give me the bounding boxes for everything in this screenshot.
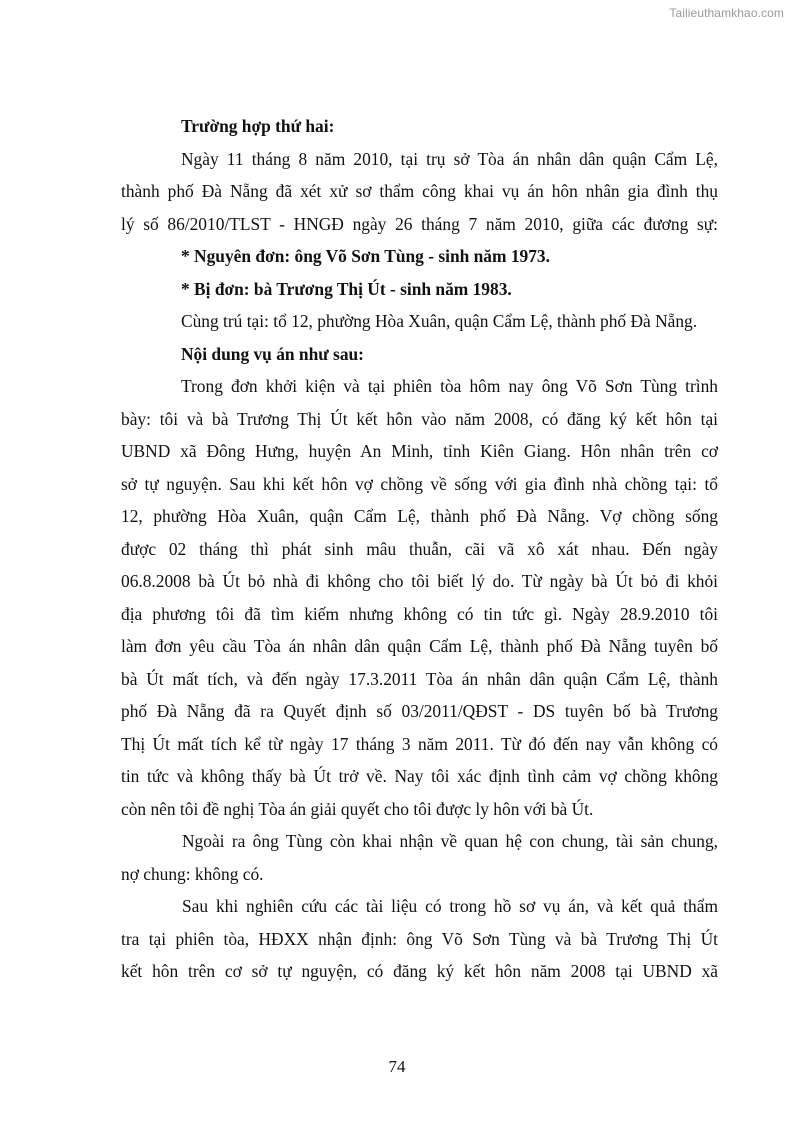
paragraph-line: kết hôn trên cơ sở tự nguyện, có đăng ký kết hôn năm 2008 tại UBND xã — [121, 961, 718, 981]
paragraph-line: bà Út mất tích, và đến ngày 17.3.2011 Tòa án nhân dân quận Cẩm Lệ, thành — [121, 668, 718, 689]
plaintiff-line: * Nguyên đơn: ông Võ Sơn Tùng - sinh năm 1973. — [181, 246, 550, 266]
section-heading-case-two: Trường hợp thứ hai: — [181, 116, 335, 136]
watermark: Tailieuthamkhao.com — [669, 6, 784, 20]
paragraph-line: UBND xã Đông Hưng, huyện An Minh, tỉnh Kiên Giang. Hôn nhân trên cơ — [121, 441, 718, 461]
paragraph-line: Sau khi nghiên cứu các tài liệu có trong hồ sơ vụ án, và kết quả thẩm — [182, 896, 718, 916]
paragraph-line: 06.8.2008 bà Út bỏ nhà đi không cho tôi biết lý do. Từ ngày bà Út bỏ đi khỏi — [121, 571, 718, 591]
paragraph-line: Thị Út mất tích kể từ ngày 17 tháng 3 năm 2011. Từ đó đến nay vẫn không có — [121, 733, 718, 754]
paragraph-line: tin tức và không thấy bà Út trở về. Nay tôi xác định tình cảm vợ chồng không — [121, 766, 718, 786]
residence-line: Cùng trú tại: tổ 12, phường Hòa Xuân, quận Cẩm Lệ, thành phố Đà Nẵng. — [181, 311, 698, 331]
paragraph-line: sở tự nguyện. Sau khi kết hôn vợ chồng về sống với gia đình nhà chồng tại: tổ — [121, 473, 718, 494]
paragraph-line: Trong đơn khởi kiện và tại phiên tòa hôm nay ông Võ Sơn Tùng trình — [181, 376, 718, 396]
defendant-line: * Bị đơn: bà Trương Thị Út - sinh năm 1983. — [181, 278, 512, 299]
paragraph-line: phố Đà Nẵng đã ra Quyết định số 03/2011/QĐST - DS tuyên bố bà Trương — [121, 701, 718, 721]
page-number: 74 — [388, 1057, 406, 1076]
paragraph-line: thành phố Đà Nẵng đã xét xử sơ thẩm công khai vụ án hôn nhân gia đình thụ — [121, 181, 718, 201]
document-body — [121, 110, 718, 988]
paragraph-line: bày: tôi và bà Trương Thị Út kết hôn vào năm 2008, có đăng ký kết hôn tại — [121, 408, 718, 429]
paragraph-line: địa phương tôi đã tìm kiếm nhưng không có tin tức gì. Ngày 28.9.2010 tôi — [121, 603, 718, 624]
paragraph-line: còn nên tôi đề nghị Tòa án giải quyết cho tôi được ly hôn với bà Út. — [121, 798, 594, 819]
paragraph-line: được 02 tháng thì phát sinh mâu thuẫn, cãi vã xô xát nhau. Đến ngày — [121, 538, 718, 559]
paragraph-line: nợ chung: không có. — [121, 863, 264, 884]
paragraph-line: Ngoài ra ông Tùng còn khai nhận về quan hệ con chung, tài sản chung, — [182, 831, 718, 851]
paragraph-line: 12, phường Hòa Xuân, quận Cẩm Lệ, thành phố Đà Nẵng. Vợ chồng sống — [121, 506, 718, 526]
paragraph-line: làm đơn yêu cầu Tòa án nhân dân quận Cẩm Lệ, thành phố Đà Nẵng tuyên bố — [121, 636, 718, 656]
paragraph-line: tra tại phiên tòa, HĐXX nhận định: ông Võ Sơn Tùng và bà Trương Thị Út — [121, 928, 718, 949]
section-heading-case-content: Nội dung vụ án như sau: — [181, 343, 364, 364]
paragraph-line: Ngày 11 tháng 8 năm 2010, tại trụ sở Tòa án nhân dân quận Cẩm Lệ, — [181, 148, 718, 169]
paragraph-line: lý số 86/2010/TLST - HNGĐ ngày 26 tháng 7 năm 2010, giữa các đương sự: — [121, 213, 718, 234]
